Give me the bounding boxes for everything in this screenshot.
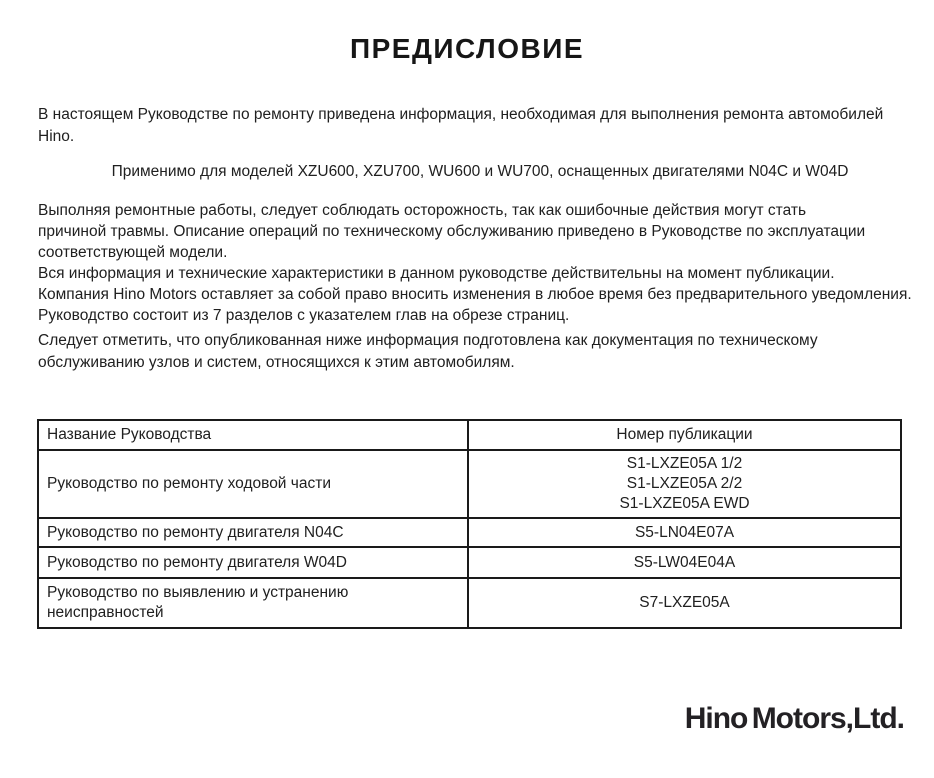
paragraph-line: причиной травмы. Описание операций по техническому обслуживанию приведено в Руководстве по эксплуатации — [38, 223, 866, 240]
note-paragraph — [38, 330, 908, 373]
paragraph-line: В настоящем Руководстве по ремонту приведена информация, необходимая для выполнения ремонта автомобилей — [38, 106, 884, 123]
publication-number-cell — [468, 518, 901, 547]
manual-name: Руководство по ремонту ходовой части — [47, 475, 331, 492]
manual-name-cell — [38, 578, 468, 628]
manuals-table — [37, 419, 902, 629]
paragraph-line: Руководство состоит из 7 разделов с указателем глав на обрезе страниц. — [38, 307, 570, 324]
publication-number: S1-LXZE05A 2/2 — [626, 475, 743, 492]
intro-paragraph — [38, 104, 908, 147]
page-title: ПРЕДИСЛОВИЕ — [349, 33, 585, 64]
publication-number: S7-LXZE05A — [639, 594, 730, 611]
applicability-note: Применимо для моделей XZU600, XZU700, WU600 и WU700, оснащенных двигателями N04C и W04D — [111, 163, 849, 180]
table-row-engine-n04c-manual — [38, 518, 901, 547]
manual-name-cell — [38, 450, 468, 518]
manual-name-cell — [38, 547, 468, 578]
publication-number: S1-LXZE05A 1/2 — [626, 455, 743, 472]
paragraph-line: обслуживанию узлов и систем, относящихся к этим автомобилям. — [38, 353, 515, 371]
table-header-row — [38, 420, 901, 450]
paragraph-line: Hino. — [38, 127, 75, 145]
table-row-troubleshooting-manual — [38, 578, 901, 628]
manual-name: Руководство по ремонту двигателя N04C — [47, 523, 344, 541]
publication-number: S5-LW04E04A — [633, 553, 736, 571]
paragraph-line: Следует отметить, что опубликованная ниже информация подготовлена как документация по техническому — [38, 332, 818, 349]
column-header-publication-number: Номер публикации — [468, 420, 901, 450]
manual-name: Руководство по ремонту двигателя W04D — [47, 553, 347, 571]
manual-name-cell — [38, 518, 468, 547]
paragraph-line: Компания Hino Motors оставляет за собой право вносить изменения в любое время без предварительного уведомления. — [38, 286, 912, 303]
table-row-engine-w04d-manual — [38, 547, 901, 578]
manual-name: Руководство по выявлению и устранению — [47, 584, 349, 601]
table-row-chassis-manual — [38, 450, 901, 518]
publication-number: S1-LXZE05A EWD — [619, 495, 750, 512]
paragraph-line: Вся информация и технические характеристики в данном руководстве действительны на момент публикации. — [38, 265, 835, 282]
publication-number-cell — [468, 547, 901, 578]
manual-name: неисправностей — [47, 604, 164, 621]
publication-number-cell — [468, 578, 901, 628]
publication-number-cell — [468, 450, 901, 518]
paragraph-line: соответствующей модели. — [38, 244, 228, 261]
caution-paragraph — [38, 200, 912, 326]
publication-number: S5-LN04E07A — [634, 523, 735, 541]
paragraph-line: Выполняя ремонтные работы, следует соблюдать осторожность, так как ошибочные действия могут стать — [38, 202, 807, 219]
hino-motors-logo: Hino Motors,Ltd. — [684, 702, 904, 735]
column-header-manual-name: Название Руководства — [38, 420, 468, 450]
